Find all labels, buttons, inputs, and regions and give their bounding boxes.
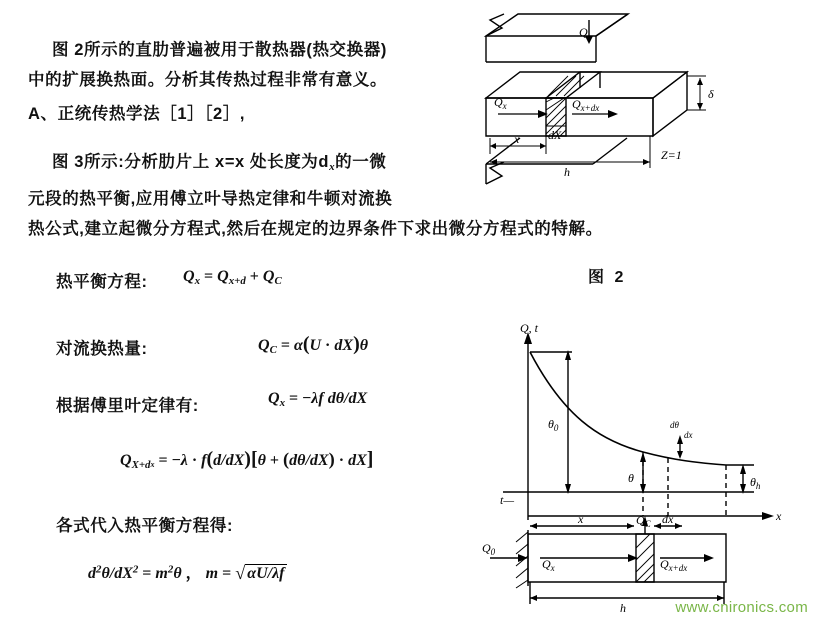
fig3-label-t-inf: t— — [500, 493, 515, 507]
fig3-label-dtheta: dθ — [670, 420, 679, 430]
fig2-label-delta: δ — [708, 87, 714, 101]
fig2-label-x: x — [514, 132, 520, 146]
paragraph-3-line-1 — [52, 148, 386, 173]
eq3-label: 根据傅里叶定律有: — [56, 397, 199, 415]
fig3-label-theta-h: $\theta_h$ — [750, 475, 761, 491]
eq4-body: $Q_{X+dx} = -\lambda \cdot f(d/dX)[\theta + (d\theta/dX) \cdot dX]$ — [120, 448, 374, 472]
eq1-label: 热平衡方程: — [56, 273, 148, 291]
eq2-label: 对流换热量: — [56, 340, 148, 358]
fig2-label-qx: $Q_x$ — [494, 95, 507, 111]
inline-var-dx: x — [329, 161, 336, 174]
eq1-body: $Q_x = Q_{x+d} + Q_C$ — [183, 268, 282, 288]
fig3-label-dx-small: dx — [684, 430, 693, 440]
fig2-label-q: Q — [579, 25, 588, 39]
fig2-label-h: h — [564, 165, 570, 179]
fig3-label-dx: dx — [662, 512, 674, 526]
paragraph-1-line-1: 图 2所示的直肋普遍被用于散热器(热交换器) — [52, 41, 387, 59]
fig3-label-theta0: $\theta_0$ — [548, 417, 559, 433]
figure-2-caption: 图 2 — [588, 269, 627, 286]
fig3-label-axis-y: Q, t — [520, 321, 538, 335]
paragraph-3-line-1-main: 图 3所示:分析肋片上 x=x 处长度为d — [52, 153, 330, 171]
fig2-label-z: Z=1 — [661, 148, 682, 162]
fig3-label-q0: $Q_0$ — [482, 541, 496, 557]
figure-3-diagram — [468, 320, 813, 615]
section-heading-a: A、正统传热学法［1］［2］, — [28, 105, 246, 123]
paragraph-3-line-3: 热公式,建立起微分方程式,然后在规定的边界条件下求出微分方程式的特解。 — [28, 220, 603, 238]
paragraph-3-line-2: 元段的热平衡,应用傅立叶导热定律和牛顿对流换 — [28, 190, 393, 208]
paragraph-3-line-1-tail: 的一微 — [335, 153, 387, 171]
eq5-label: 各式代入热平衡方程得: — [56, 517, 234, 535]
fig3-label-qx-dx: $Q_{x+dx}$ — [660, 557, 688, 573]
fig3-label-qx: $Q_x$ — [542, 557, 555, 573]
fig3-label-theta: θ — [628, 471, 634, 485]
eq6-body: $d^2\theta/dX^2 = m^2\theta$ ， m = √ αU/λf — [88, 560, 287, 583]
eq3-body: $Q_x = -\lambda f$ dθ/dX — [268, 390, 368, 410]
fig3-label-qc: $Q_C$ — [636, 513, 651, 529]
paragraph-1-line-2: 中的扩展换热面。分析其传热过程非常有意义。 — [28, 71, 388, 89]
fig2-label-qx-dx: $Q_{x+dx}$ — [572, 97, 600, 113]
watermark: www.cnironics.com — [675, 599, 808, 616]
fig3-label-axis-x: x — [776, 509, 782, 523]
fig3-label-h: h — [620, 601, 626, 615]
fig2-label-dx: dX — [548, 128, 562, 142]
eq2-body: $Q_C = \alpha(U \cdot dX)\theta$ — [258, 333, 369, 357]
fig3-label-x: x — [578, 512, 584, 526]
figure-2-diagram — [468, 6, 808, 206]
